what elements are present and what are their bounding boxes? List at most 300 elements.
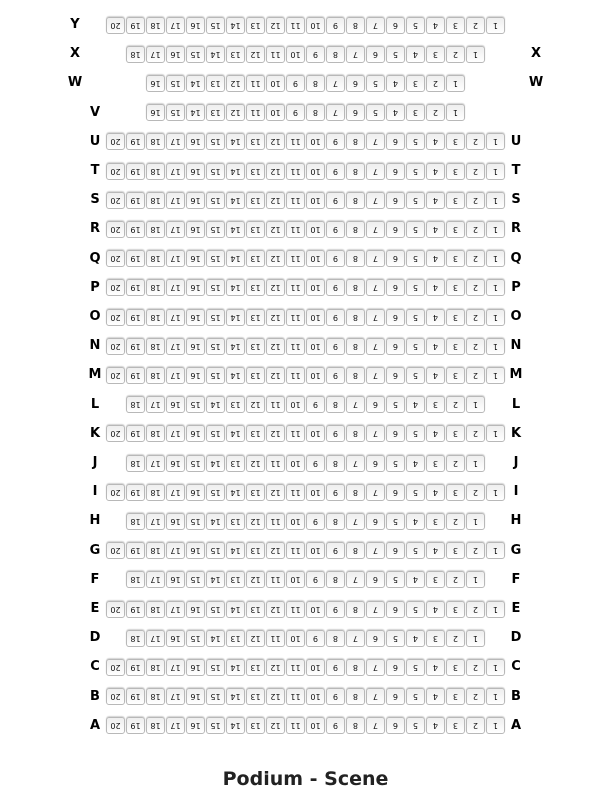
seat[interactable]: 5 xyxy=(386,513,405,530)
seat[interactable]: 10 xyxy=(306,484,325,501)
seat[interactable]: 5 xyxy=(406,425,425,442)
seat[interactable]: 15 xyxy=(206,542,225,559)
seat[interactable]: 14 xyxy=(226,192,245,209)
seat[interactable]: 4 xyxy=(406,630,425,647)
seat[interactable]: 10 xyxy=(306,717,325,734)
seat[interactable]: 2 xyxy=(426,75,445,92)
seat[interactable]: 6 xyxy=(386,425,405,442)
seat[interactable]: 11 xyxy=(266,571,285,588)
seat[interactable]: 9 xyxy=(326,367,345,384)
seat[interactable]: 16 xyxy=(186,542,205,559)
seat[interactable]: 15 xyxy=(206,163,225,180)
seat[interactable]: 2 xyxy=(466,367,485,384)
seat[interactable]: 10 xyxy=(286,571,305,588)
seat[interactable]: 11 xyxy=(246,104,265,121)
seat[interactable]: 15 xyxy=(166,75,185,92)
seat[interactable]: 19 xyxy=(126,484,145,501)
seat[interactable]: 8 xyxy=(326,396,345,413)
seat[interactable]: 3 xyxy=(426,513,445,530)
seat[interactable]: 9 xyxy=(306,571,325,588)
seat[interactable]: 9 xyxy=(326,338,345,355)
seat[interactable]: 5 xyxy=(386,46,405,63)
seat[interactable]: 11 xyxy=(286,279,305,296)
seat[interactable]: 8 xyxy=(346,192,365,209)
seat[interactable]: 16 xyxy=(186,367,205,384)
seat[interactable]: 8 xyxy=(346,309,365,326)
seat[interactable]: 7 xyxy=(346,571,365,588)
seat[interactable]: 10 xyxy=(306,367,325,384)
seat[interactable]: 17 xyxy=(166,338,185,355)
seat[interactable]: 4 xyxy=(426,221,445,238)
seat[interactable]: 2 xyxy=(466,250,485,267)
seat[interactable]: 14 xyxy=(226,425,245,442)
seat[interactable]: 18 xyxy=(146,425,165,442)
seat[interactable]: 7 xyxy=(326,104,345,121)
seat[interactable]: 19 xyxy=(126,542,145,559)
seat[interactable]: 19 xyxy=(126,425,145,442)
seat[interactable]: 17 xyxy=(166,659,185,676)
seat[interactable]: 12 xyxy=(226,104,245,121)
seat[interactable]: 10 xyxy=(306,133,325,150)
seat[interactable]: 6 xyxy=(386,163,405,180)
seat[interactable]: 8 xyxy=(326,513,345,530)
seat[interactable]: 13 xyxy=(246,601,265,618)
seat[interactable]: 16 xyxy=(186,17,205,34)
seat[interactable]: 8 xyxy=(346,221,365,238)
seat[interactable]: 5 xyxy=(366,75,385,92)
seat[interactable]: 2 xyxy=(466,17,485,34)
seat[interactable]: 5 xyxy=(406,717,425,734)
seat[interactable]: 17 xyxy=(166,601,185,618)
seat[interactable]: 14 xyxy=(226,17,245,34)
seat[interactable]: 9 xyxy=(306,630,325,647)
seat[interactable]: 5 xyxy=(406,309,425,326)
seat[interactable]: 5 xyxy=(406,221,425,238)
seat[interactable]: 18 xyxy=(126,455,145,472)
seat[interactable]: 13 xyxy=(246,17,265,34)
seat[interactable]: 3 xyxy=(446,484,465,501)
seat[interactable]: 12 xyxy=(246,513,265,530)
seat[interactable]: 4 xyxy=(426,133,445,150)
seat[interactable]: 14 xyxy=(226,163,245,180)
seat[interactable]: 15 xyxy=(206,133,225,150)
seat[interactable]: 7 xyxy=(346,46,365,63)
seat[interactable]: 17 xyxy=(146,630,165,647)
seat[interactable]: 13 xyxy=(246,688,265,705)
seat[interactable]: 11 xyxy=(246,75,265,92)
seat[interactable]: 18 xyxy=(146,717,165,734)
seat[interactable]: 18 xyxy=(126,630,145,647)
seat[interactable]: 19 xyxy=(126,221,145,238)
seat[interactable]: 11 xyxy=(286,163,305,180)
seat[interactable]: 20 xyxy=(106,192,125,209)
seat[interactable]: 8 xyxy=(326,455,345,472)
seat[interactable]: 20 xyxy=(106,659,125,676)
seat[interactable]: 6 xyxy=(386,659,405,676)
seat[interactable]: 18 xyxy=(146,221,165,238)
seat[interactable]: 11 xyxy=(286,338,305,355)
seat[interactable]: 2 xyxy=(466,688,485,705)
seat[interactable]: 8 xyxy=(346,17,365,34)
seat[interactable]: 16 xyxy=(186,309,205,326)
seat[interactable]: 16 xyxy=(166,630,185,647)
seat[interactable]: 2 xyxy=(466,338,485,355)
seat[interactable]: 13 xyxy=(246,221,265,238)
seat[interactable]: 5 xyxy=(406,250,425,267)
seat[interactable]: 6 xyxy=(386,601,405,618)
seat[interactable]: 2 xyxy=(466,279,485,296)
seat[interactable]: 10 xyxy=(306,221,325,238)
seat[interactable]: 20 xyxy=(106,601,125,618)
seat[interactable]: 15 xyxy=(206,484,225,501)
seat[interactable]: 16 xyxy=(146,104,165,121)
seat[interactable]: 14 xyxy=(206,513,225,530)
seat[interactable]: 16 xyxy=(166,571,185,588)
seat[interactable]: 18 xyxy=(146,250,165,267)
seat[interactable]: 20 xyxy=(106,338,125,355)
seat[interactable]: 14 xyxy=(186,104,205,121)
seat[interactable]: 4 xyxy=(426,163,445,180)
seat[interactable]: 12 xyxy=(266,484,285,501)
seat[interactable]: 11 xyxy=(286,221,305,238)
seat[interactable]: 15 xyxy=(186,396,205,413)
seat[interactable]: 7 xyxy=(366,484,385,501)
seat[interactable]: 7 xyxy=(346,630,365,647)
seat[interactable]: 9 xyxy=(326,717,345,734)
seat[interactable]: 16 xyxy=(166,396,185,413)
seat[interactable]: 7 xyxy=(366,221,385,238)
seat[interactable]: 16 xyxy=(186,659,205,676)
seat[interactable]: 7 xyxy=(346,396,365,413)
seat[interactable]: 10 xyxy=(306,192,325,209)
seat[interactable]: 6 xyxy=(346,75,365,92)
seat[interactable]: 6 xyxy=(386,338,405,355)
seat[interactable]: 14 xyxy=(206,46,225,63)
seat[interactable]: 9 xyxy=(286,75,305,92)
seat[interactable]: 16 xyxy=(186,163,205,180)
seat[interactable]: 12 xyxy=(246,46,265,63)
seat[interactable]: 3 xyxy=(426,396,445,413)
seat[interactable]: 15 xyxy=(206,688,225,705)
seat[interactable]: 4 xyxy=(406,455,425,472)
seat[interactable]: 20 xyxy=(106,688,125,705)
seat[interactable]: 12 xyxy=(266,309,285,326)
seat[interactable]: 6 xyxy=(366,455,385,472)
seat[interactable]: 12 xyxy=(266,133,285,150)
seat[interactable]: 9 xyxy=(326,425,345,442)
seat[interactable]: 8 xyxy=(346,688,365,705)
seat[interactable]: 5 xyxy=(406,601,425,618)
seat[interactable]: 17 xyxy=(166,133,185,150)
seat[interactable]: 3 xyxy=(446,367,465,384)
seat[interactable]: 12 xyxy=(266,542,285,559)
seat[interactable]: 4 xyxy=(426,601,445,618)
seat[interactable]: 1 xyxy=(466,630,485,647)
seat[interactable]: 15 xyxy=(206,601,225,618)
seat[interactable]: 18 xyxy=(146,484,165,501)
seat[interactable]: 12 xyxy=(246,630,265,647)
seat[interactable]: 15 xyxy=(206,279,225,296)
seat[interactable]: 20 xyxy=(106,250,125,267)
seat[interactable]: 13 xyxy=(246,279,265,296)
seat[interactable]: 5 xyxy=(386,630,405,647)
seat[interactable]: 6 xyxy=(366,46,385,63)
seat[interactable]: 10 xyxy=(266,75,285,92)
seat[interactable]: 7 xyxy=(346,455,365,472)
seat[interactable]: 2 xyxy=(466,425,485,442)
seat[interactable]: 13 xyxy=(246,163,265,180)
seat[interactable]: 1 xyxy=(486,367,505,384)
seat[interactable]: 7 xyxy=(366,717,385,734)
seat[interactable]: 16 xyxy=(186,717,205,734)
seat[interactable]: 6 xyxy=(386,192,405,209)
seat[interactable]: 17 xyxy=(166,163,185,180)
seat[interactable]: 3 xyxy=(406,104,425,121)
seat[interactable]: 7 xyxy=(366,133,385,150)
seat[interactable]: 13 xyxy=(246,542,265,559)
seat[interactable]: 11 xyxy=(286,309,305,326)
seat[interactable]: 12 xyxy=(266,250,285,267)
seat[interactable]: 10 xyxy=(306,250,325,267)
seat[interactable]: 11 xyxy=(286,250,305,267)
seat[interactable]: 7 xyxy=(366,688,385,705)
seat[interactable]: 7 xyxy=(366,309,385,326)
seat[interactable]: 10 xyxy=(286,455,305,472)
seat[interactable]: 15 xyxy=(206,717,225,734)
seat[interactable]: 18 xyxy=(146,367,165,384)
seat[interactable]: 2 xyxy=(426,104,445,121)
seat[interactable]: 4 xyxy=(426,279,445,296)
seat[interactable]: 14 xyxy=(226,688,245,705)
seat[interactable]: 12 xyxy=(266,279,285,296)
seat[interactable]: 1 xyxy=(486,338,505,355)
seat[interactable]: 12 xyxy=(266,659,285,676)
seat[interactable]: 13 xyxy=(246,717,265,734)
seat[interactable]: 1 xyxy=(486,133,505,150)
seat[interactable]: 13 xyxy=(206,75,225,92)
seat[interactable]: 8 xyxy=(346,484,365,501)
seat[interactable]: 9 xyxy=(326,133,345,150)
seat[interactable]: 4 xyxy=(406,396,425,413)
seat[interactable]: 9 xyxy=(326,279,345,296)
seat[interactable]: 9 xyxy=(326,601,345,618)
seat[interactable]: 1 xyxy=(466,46,485,63)
seat[interactable]: 18 xyxy=(146,133,165,150)
seat[interactable]: 17 xyxy=(166,425,185,442)
seat[interactable]: 12 xyxy=(266,688,285,705)
seat[interactable]: 17 xyxy=(146,571,165,588)
seat[interactable]: 13 xyxy=(246,659,265,676)
seat[interactable]: 12 xyxy=(246,396,265,413)
seat[interactable]: 19 xyxy=(126,279,145,296)
seat[interactable]: 11 xyxy=(286,133,305,150)
seat[interactable]: 5 xyxy=(406,133,425,150)
seat[interactable]: 11 xyxy=(266,396,285,413)
seat[interactable]: 16 xyxy=(186,221,205,238)
seat[interactable]: 3 xyxy=(446,659,465,676)
seat[interactable]: 14 xyxy=(226,601,245,618)
seat[interactable]: 14 xyxy=(226,367,245,384)
seat[interactable]: 5 xyxy=(406,17,425,34)
seat[interactable]: 7 xyxy=(366,250,385,267)
seat[interactable]: 8 xyxy=(346,659,365,676)
seat[interactable]: 6 xyxy=(366,513,385,530)
seat[interactable]: 14 xyxy=(226,221,245,238)
seat[interactable]: 1 xyxy=(486,192,505,209)
seat[interactable]: 13 xyxy=(226,513,245,530)
seat[interactable]: 11 xyxy=(286,367,305,384)
seat[interactable]: 13 xyxy=(246,192,265,209)
seat[interactable]: 7 xyxy=(366,425,385,442)
seat[interactable]: 16 xyxy=(186,338,205,355)
seat[interactable]: 5 xyxy=(406,688,425,705)
seat[interactable]: 3 xyxy=(446,338,465,355)
seat[interactable]: 1 xyxy=(466,396,485,413)
seat[interactable]: 5 xyxy=(406,659,425,676)
seat[interactable]: 11 xyxy=(286,542,305,559)
seat[interactable]: 6 xyxy=(386,367,405,384)
seat[interactable]: 8 xyxy=(346,133,365,150)
seat[interactable]: 7 xyxy=(366,367,385,384)
seat[interactable]: 5 xyxy=(386,571,405,588)
seat[interactable]: 8 xyxy=(326,571,345,588)
seat[interactable]: 1 xyxy=(446,104,465,121)
seat[interactable]: 11 xyxy=(266,630,285,647)
seat[interactable]: 12 xyxy=(266,425,285,442)
seat[interactable]: 2 xyxy=(466,717,485,734)
seat[interactable]: 19 xyxy=(126,601,145,618)
seat[interactable]: 12 xyxy=(266,601,285,618)
seat[interactable]: 16 xyxy=(186,688,205,705)
seat[interactable]: 6 xyxy=(366,630,385,647)
seat[interactable]: 9 xyxy=(326,542,345,559)
seat[interactable]: 9 xyxy=(326,17,345,34)
seat[interactable]: 8 xyxy=(346,425,365,442)
seat[interactable]: 6 xyxy=(386,688,405,705)
seat[interactable]: 18 xyxy=(146,17,165,34)
seat[interactable]: 7 xyxy=(366,542,385,559)
seat[interactable]: 13 xyxy=(246,338,265,355)
seat[interactable]: 15 xyxy=(206,338,225,355)
seat[interactable]: 16 xyxy=(186,250,205,267)
seat[interactable]: 16 xyxy=(186,601,205,618)
seat[interactable]: 4 xyxy=(426,367,445,384)
seat[interactable]: 18 xyxy=(146,192,165,209)
seat[interactable]: 17 xyxy=(166,279,185,296)
seat[interactable]: 17 xyxy=(166,309,185,326)
seat[interactable]: 8 xyxy=(346,338,365,355)
seat[interactable]: 6 xyxy=(386,309,405,326)
seat[interactable]: 13 xyxy=(246,250,265,267)
seat[interactable]: 17 xyxy=(166,17,185,34)
seat[interactable]: 16 xyxy=(186,279,205,296)
seat[interactable]: 1 xyxy=(446,75,465,92)
seat[interactable]: 9 xyxy=(326,688,345,705)
seat[interactable]: 12 xyxy=(266,163,285,180)
seat[interactable]: 18 xyxy=(146,309,165,326)
seat[interactable]: 17 xyxy=(146,513,165,530)
seat[interactable]: 17 xyxy=(166,688,185,705)
seat[interactable]: 18 xyxy=(146,601,165,618)
seat[interactable]: 11 xyxy=(286,717,305,734)
seat[interactable]: 2 xyxy=(446,513,465,530)
seat[interactable]: 4 xyxy=(426,250,445,267)
seat[interactable]: 4 xyxy=(386,104,405,121)
seat[interactable]: 4 xyxy=(426,659,445,676)
seat[interactable]: 3 xyxy=(446,309,465,326)
seat[interactable]: 2 xyxy=(466,221,485,238)
seat[interactable]: 2 xyxy=(446,571,465,588)
seat[interactable]: 16 xyxy=(186,484,205,501)
seat[interactable]: 6 xyxy=(386,250,405,267)
seat[interactable]: 1 xyxy=(466,571,485,588)
seat[interactable]: 14 xyxy=(226,309,245,326)
seat[interactable]: 18 xyxy=(126,513,145,530)
seat[interactable]: 12 xyxy=(246,571,265,588)
seat[interactable]: 16 xyxy=(186,192,205,209)
seat[interactable]: 2 xyxy=(446,46,465,63)
seat[interactable]: 13 xyxy=(246,367,265,384)
seat[interactable]: 1 xyxy=(486,279,505,296)
seat[interactable]: 12 xyxy=(226,75,245,92)
seat[interactable]: 9 xyxy=(306,513,325,530)
seat[interactable]: 20 xyxy=(106,717,125,734)
seat[interactable]: 17 xyxy=(146,455,165,472)
seat[interactable]: 20 xyxy=(106,367,125,384)
seat[interactable]: 20 xyxy=(106,309,125,326)
seat[interactable]: 2 xyxy=(466,163,485,180)
seat[interactable]: 3 xyxy=(446,425,465,442)
seat[interactable]: 9 xyxy=(326,484,345,501)
seat[interactable]: 19 xyxy=(126,717,145,734)
seat[interactable]: 19 xyxy=(126,367,145,384)
seat[interactable]: 5 xyxy=(406,338,425,355)
seat[interactable]: 3 xyxy=(446,250,465,267)
seat[interactable]: 8 xyxy=(346,279,365,296)
seat[interactable]: 14 xyxy=(206,396,225,413)
seat[interactable]: 14 xyxy=(206,571,225,588)
seat[interactable]: 4 xyxy=(426,688,445,705)
seat[interactable]: 14 xyxy=(226,659,245,676)
seat[interactable]: 19 xyxy=(126,133,145,150)
seat[interactable]: 4 xyxy=(426,484,445,501)
seat[interactable]: 18 xyxy=(126,396,145,413)
seat[interactable]: 7 xyxy=(326,75,345,92)
seat[interactable]: 9 xyxy=(326,163,345,180)
seat[interactable]: 3 xyxy=(446,601,465,618)
seat[interactable]: 13 xyxy=(226,455,245,472)
seat[interactable]: 12 xyxy=(266,17,285,34)
seat[interactable]: 19 xyxy=(126,659,145,676)
seat[interactable]: 15 xyxy=(186,571,205,588)
seat[interactable]: 11 xyxy=(266,455,285,472)
seat[interactable]: 12 xyxy=(266,192,285,209)
seat[interactable]: 15 xyxy=(206,659,225,676)
seat[interactable]: 14 xyxy=(186,75,205,92)
seat[interactable]: 10 xyxy=(286,513,305,530)
seat[interactable]: 4 xyxy=(426,542,445,559)
seat[interactable]: 3 xyxy=(446,279,465,296)
seat[interactable]: 6 xyxy=(386,133,405,150)
seat[interactable]: 6 xyxy=(386,279,405,296)
seat[interactable]: 7 xyxy=(366,601,385,618)
seat[interactable]: 18 xyxy=(146,163,165,180)
seat[interactable]: 15 xyxy=(206,309,225,326)
seat[interactable]: 11 xyxy=(286,688,305,705)
seat[interactable]: 15 xyxy=(166,104,185,121)
seat[interactable]: 8 xyxy=(346,367,365,384)
seat[interactable]: 15 xyxy=(186,513,205,530)
